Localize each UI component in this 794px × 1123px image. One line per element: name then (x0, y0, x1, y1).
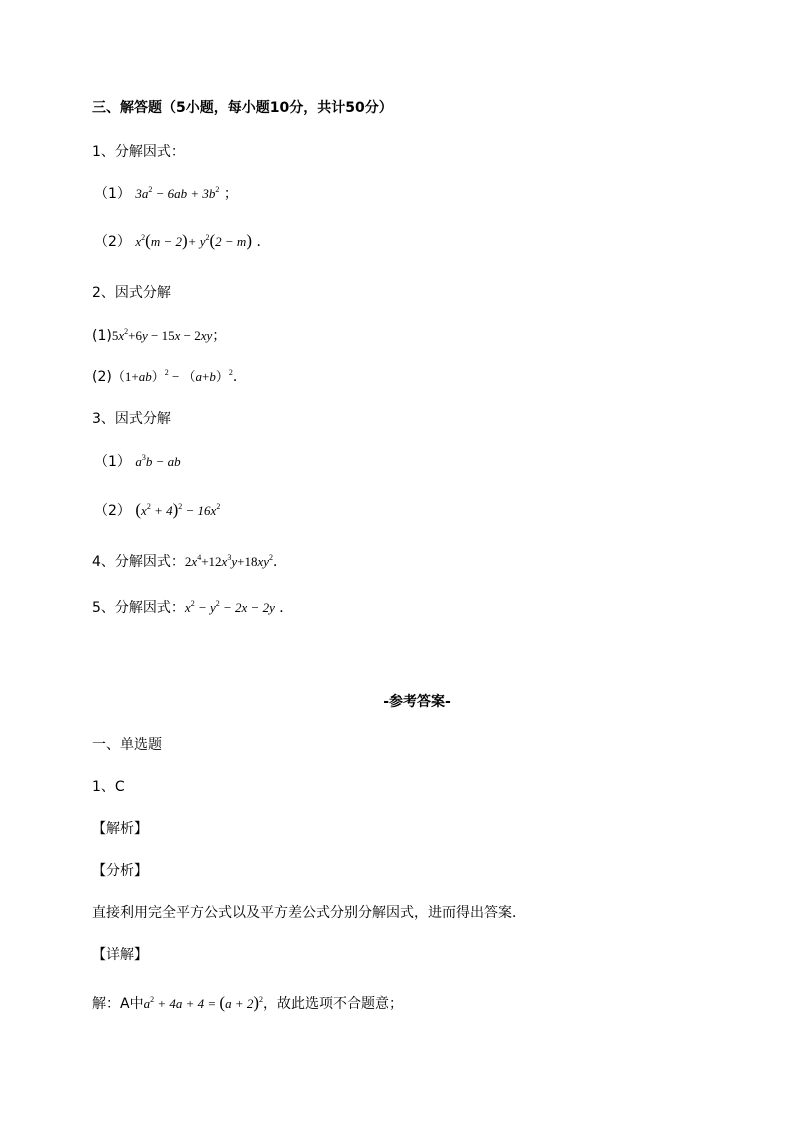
part-label: （1） (94, 186, 131, 202)
part-label: (2) (92, 369, 112, 385)
answers-heading: -参考答案- (383, 694, 451, 710)
part-label: （2） (94, 503, 131, 519)
question-1-title: 1、分解因式： (92, 144, 185, 160)
question-2-part-2 (92, 367, 247, 387)
xiangjie-label: 【详解】 (92, 947, 148, 963)
question-3-part-1 (94, 452, 181, 472)
question-end: ． (273, 554, 287, 570)
question-2-part-1 (92, 326, 226, 346)
question-4 (92, 552, 287, 572)
detail-prefix: 解：A中 (92, 996, 144, 1012)
question-title: 4、分解因式： (92, 554, 185, 570)
jiexi-label: 【解析】 (92, 821, 148, 837)
question-3-title: 3、因式分解 (92, 411, 171, 427)
question-1-part-1 (94, 184, 238, 204)
formula: $3a^2 - 6ab + 3b^2$ (135, 185, 220, 201)
formula: $2x^4+12x^3y+18xy^2$ (184, 553, 273, 569)
part-label: （2） (94, 234, 131, 250)
formula: $a^3b$ − ab (135, 453, 181, 469)
question-1-part-2 (94, 231, 270, 252)
question-end: ． (279, 600, 294, 616)
formula: $5x^2+6y - 15x - 2xy$ (111, 327, 213, 343)
formula: $(x^2 + 4)^2 - 16x^2$ (135, 500, 221, 519)
detail-line (92, 993, 403, 1014)
part-label: (1) (92, 328, 112, 344)
part-end: ； (223, 186, 238, 202)
detail-suffix: ，故此选项不合题意； (263, 996, 404, 1012)
part-end: ． (232, 369, 247, 385)
part-end: ； (212, 328, 227, 344)
question-title: 5、分解因式： (92, 600, 185, 616)
question-3-part-2 (94, 500, 220, 521)
formula: $(1+ab)^2 - (a+b)^2$ (111, 368, 233, 384)
formula: $a^2 + 4a + 4 = (a + 2)^2$ (143, 993, 264, 1012)
formula: $x^2(m - 2)+ y^2(2 - m)$ (135, 231, 252, 250)
answers-section-1: 一、单选题 (92, 737, 162, 753)
question-2-title: 2、因式分解 (92, 285, 171, 301)
analysis-text: 直接利用完全平方公式以及平方差公式分别分解因式，进而得出答案． (92, 905, 526, 921)
answer-1: 1、C (92, 779, 125, 795)
fenxi-label: 【分析】 (92, 863, 148, 879)
part-end: ． (256, 234, 271, 250)
part-label: （1） (94, 454, 131, 470)
formula: $x^2 - y^2 - 2x - 2y$ (184, 599, 275, 615)
question-5 (92, 598, 293, 618)
section-heading: 三、解答题（5小题，每小题10分，共计50分） (92, 100, 393, 116)
